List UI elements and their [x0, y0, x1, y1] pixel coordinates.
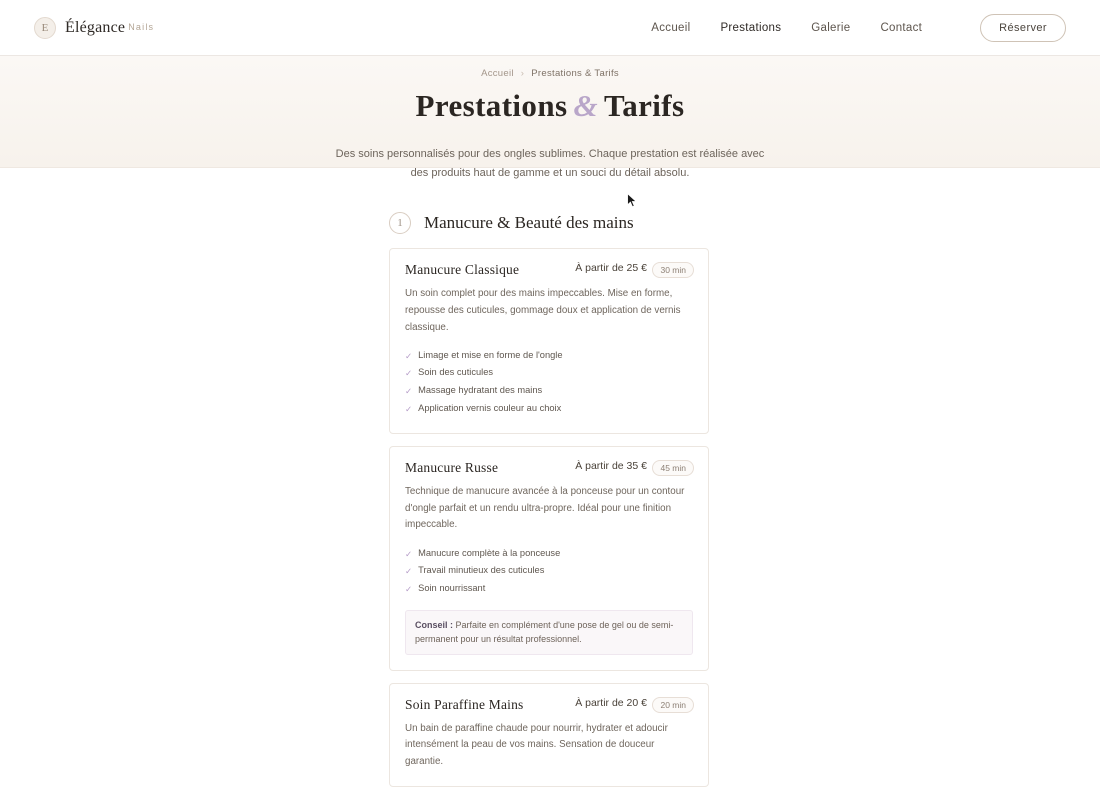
service-price: À partir de 35 € [575, 459, 647, 472]
reserve-button[interactable]: Réserver [980, 14, 1066, 42]
service-card[interactable] [389, 446, 709, 671]
list-item [405, 365, 693, 383]
service-title: Soin Paraffine Mains [405, 696, 524, 712]
feature-label: Manucure complète à la ponceuse [418, 547, 561, 558]
page-title [0, 88, 1100, 124]
breadcrumb-item-current: Prestations & Tarifs [531, 68, 619, 79]
service-description: Un soin complet pour des mains impeccables. Mise en forme, repousse des cuticules, gommage doux et application de vernis classique. [405, 288, 681, 333]
service-tip [405, 610, 693, 655]
page-subtitle: Des soins personnalisés pour des ongles sublimes. Chaque prestation est réalisée avec des produits haut de gamme et un souci du détail absolu. [335, 147, 765, 180]
page-title-part1: Prestations [415, 88, 568, 123]
check-icon: ✓ [405, 350, 413, 361]
duration-badge: 20 min [652, 697, 694, 713]
service-description: Un bain de paraffine chaude pour nourrir, hydrater et adoucir intensément la peau de vos mains. Sensation de douceur garantie. [405, 722, 668, 768]
breadcrumb-separator-icon: › [520, 68, 525, 79]
feature-label: Massage hydratant des mains [418, 384, 543, 395]
service-tip-text: Parfaite en complément d'une pose de gel ou de semi-permanent pour un résultat professionnel. [415, 619, 674, 645]
service-card[interactable] [389, 248, 709, 434]
service-title: Manucure Classique [405, 262, 520, 277]
nav-item-prestations[interactable]: Prestations [720, 21, 782, 34]
nav-item-accueil[interactable]: Accueil [651, 21, 691, 34]
section-number: 1 [389, 212, 411, 234]
check-icon: ✓ [405, 368, 413, 379]
service-tip-label: Conseil : [415, 619, 454, 630]
service-card-header [405, 460, 693, 476]
site-header [0, 0, 1100, 56]
list-item [405, 580, 693, 598]
service-feature-list [405, 545, 693, 598]
duration-badge: 30 min [652, 262, 694, 278]
service-title: Manucure Russe [405, 459, 499, 475]
hero-section [0, 56, 1100, 180]
check-icon: ✓ [405, 566, 413, 577]
service-price: À partir de 25 € [575, 262, 647, 274]
service-description: Technique de manucure avancée à la ponceuse pour un contour d'ongle parfait et un rendu ultra-propre. Idéal pour une finition impeccable. [405, 485, 685, 531]
feature-label: Soin des cuticules [418, 367, 494, 378]
list-item [405, 383, 693, 401]
list-item [405, 348, 693, 366]
page-title-part2: Tarifs [603, 88, 685, 123]
service-feature-list [405, 348, 693, 418]
duration-badge: 45 min [652, 460, 694, 476]
check-icon: ✓ [405, 385, 413, 396]
list-item [405, 400, 693, 418]
feature-label: Soin nourrissant [418, 582, 486, 593]
list-item [405, 563, 693, 581]
brand-subtitle: Nails [128, 21, 155, 32]
feature-label: Limage et mise en forme de l'ongle [418, 349, 563, 360]
service-card-header [405, 262, 693, 278]
breadcrumb [0, 68, 1100, 79]
page-title-ampersand: & [573, 88, 598, 123]
check-icon: ✓ [405, 548, 413, 559]
cursor-pointer-icon [627, 193, 638, 208]
breadcrumb-item-accueil[interactable]: Accueil [481, 68, 514, 79]
brand-logo[interactable] [34, 17, 154, 39]
list-item [405, 545, 693, 563]
check-icon: ✓ [405, 583, 413, 594]
brand-name: Élégance $^{Nails}$ [65, 18, 155, 36]
brand-monogram-icon: E [34, 17, 56, 39]
feature-label: Application vernis couleur au choix [418, 402, 562, 413]
service-card[interactable] [389, 683, 709, 787]
service-card-header [405, 697, 693, 713]
section-title: Manucure & Beauté des mains [424, 213, 634, 232]
service-price: À partir de 20 € [575, 696, 647, 709]
feature-label: Travail minutieux des cuticules [418, 565, 545, 576]
main-navigation [651, 14, 1066, 42]
check-icon: ✓ [405, 403, 413, 414]
nav-item-contact[interactable]: Contact [880, 21, 923, 34]
nav-item-galerie[interactable]: Galerie [811, 21, 851, 34]
service-card-list [0, 234, 1100, 787]
